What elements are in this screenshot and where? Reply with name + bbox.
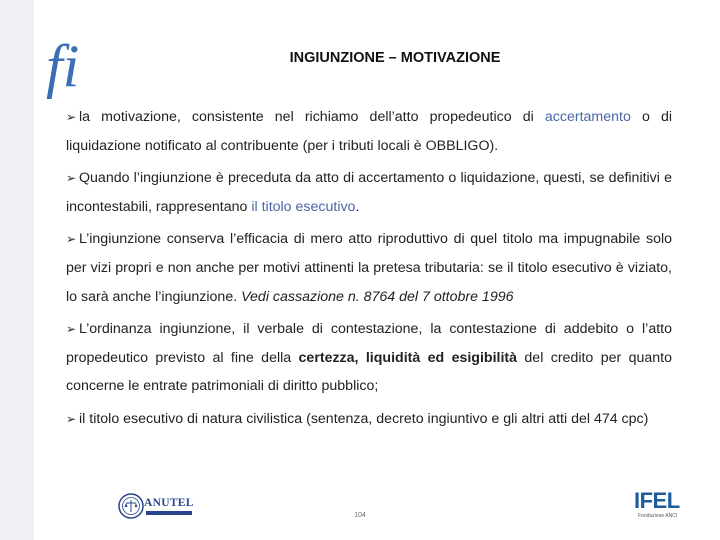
case-reference: Vedi cassazione n. 8764 del 7 ottobre 1996 (241, 288, 514, 305)
bullet-5: ➢ il titolo esecutivo di natura civilistica (sentenza, decreto ingiuntivo e gli altri atti del 474 cpc) (66, 405, 672, 434)
highlight-titolo-esecutivo: il titolo esecutivo (251, 198, 356, 215)
bullet-2: ➢ Quando l’ingiunzione è preceduta da atto di accertamento o liquidazione, questi, se definitivi e incontestabili, rappresentano il titolo esecutivo. (66, 164, 672, 221)
anutel-underline (146, 511, 192, 515)
ifel-logo (634, 489, 678, 523)
bullet-3: ➢ L’ingiunzione conserva l’efficacia di mero atto riproduttivo di quel titolo ma impugnabile solo per vizi propri e non anche per motivi attinenti la pretesa tributaria: se il titolo esecutivo è viziato, lo sarà anche l’ingiunzione. Vedi cassazione n. 8764 del 7 ottobre 1996 (66, 225, 672, 311)
anutel-seal-icon (118, 493, 144, 519)
fi-logo (44, 30, 96, 102)
ifel-subtitle: Fondazione ANCI (638, 513, 678, 519)
arrow-right-icon: ➢ (66, 110, 77, 124)
bullet-1: ➢ la motivazione, consistente nel richiamo dell’atto propedeutico di accertamento o di liquidazione notificato al contribuente (per i tributi locali è OBBLIGO). (66, 103, 672, 160)
page-number: 104 (354, 512, 366, 519)
highlight-certezza: certezza, liquidità ed esigibilità (298, 349, 518, 366)
highlight-accertamento: accertamento (544, 109, 631, 125)
fi-logo-mark: fi (46, 33, 80, 99)
slide-body (66, 103, 672, 438)
arrow-right-icon: ➢ (66, 322, 77, 337)
bullet-4: ➢ L’ordinanza ingiunzione, il verbale di contestazione, la contestazione di addebito o l’atto propedeutico previsto al fine della certezza, liquidità ed esigibilità del credito per quanto concerne le entrate patrimoniali di diritto pubblico; (66, 315, 672, 401)
left-decorative-band (0, 0, 34, 540)
ifel-wordmark: IFEL (634, 488, 680, 513)
arrow-right-icon: ➢ (66, 411, 77, 426)
anutel-wordmark: ANUTEL (144, 497, 194, 509)
anutel-logo (118, 493, 196, 519)
arrow-right-icon: ➢ (66, 171, 77, 186)
slide-title: INGIUNZIONE – MOTIVAZIONE (289, 50, 501, 66)
arrow-right-icon: ➢ (66, 232, 77, 247)
